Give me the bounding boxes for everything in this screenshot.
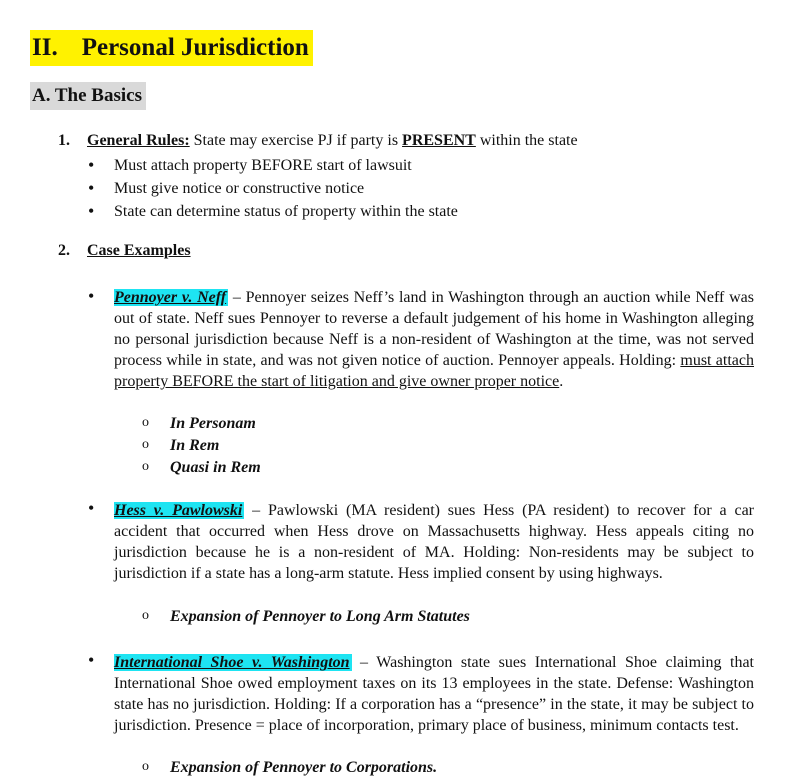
case-international-shoe: [114, 652, 754, 736]
list-item: • State can determine status of property within the state: [88, 200, 458, 223]
section1-number: 1.: [58, 132, 70, 149]
case-text: – Washington state sues International Shoe claiming that International Shoe owed employment taxes on its 13 employees in the state. Defense: Washington state has no jurisdiction. Holding: If a corporation has a “presence” in the state, it may be subject to jurisdiction. Presence = place of incorporation, primary place of business, minimum contacts test.: [114, 654, 755, 734]
heading-personal-jurisdiction: [30, 30, 313, 66]
list-item: o Quasi in Rem: [140, 457, 261, 479]
general-rules-text-b: within the state: [475, 132, 578, 149]
list-item: • Must give notice or constructive notice: [88, 177, 458, 200]
list-item: • Must attach property BEFORE start of lawsuit: [88, 154, 458, 177]
international-shoe-sublist: [140, 757, 437, 779]
case-name: Pennoyer v. Neff: [114, 289, 227, 306]
heading1-number: II.: [32, 34, 58, 61]
general-rules-label: General Rules:: [87, 132, 190, 149]
general-rules-line: [87, 132, 578, 150]
case-name: Hess v. Pawlowski: [114, 502, 243, 519]
case-end: .: [559, 373, 564, 390]
case-holding: must attach property BEFORE the start of litigation and give owner proper notice: [114, 352, 754, 390]
list-item: o Expansion of Pennoyer to Long Arm Statutes: [140, 606, 470, 628]
case-hess-v-pawlowski: [114, 500, 754, 584]
bullet-icon: •: [88, 286, 95, 306]
list-item: o Expansion of Pennoyer to Corporations.: [140, 757, 437, 779]
pennoyer-sublist: [140, 413, 261, 479]
heading-the-basics: A. The Basics: [30, 82, 146, 110]
section2-number: 2.: [58, 242, 70, 259]
case-text: – Pennoyer seizes Neff’s land in Washington through an auction while Neff was out of state. Neff sues Pennoyer to reverse a default judgement of his home in Washington alleging no personal jurisdiction because Neff is a non-resident of Washington at the time, was not served process while in state, and was not given notice of auction. Pennoyer appeals. Holding:: [114, 289, 755, 369]
general-rules-text-a: State may exercise PJ if party is: [189, 132, 403, 149]
case-pennoyer-v-neff: [114, 287, 754, 392]
present-emphasis: PRESENT: [402, 132, 476, 149]
hess-sublist: [140, 606, 470, 628]
bullet-icon: •: [88, 498, 95, 518]
case-examples-heading: Case Examples: [87, 242, 191, 259]
general-rules-bullets: [88, 154, 458, 223]
list-item: o In Rem: [140, 435, 261, 457]
bullet-icon: •: [88, 650, 95, 670]
list-item: o In Personam: [140, 413, 261, 435]
case-name: International Shoe v. Washington: [114, 654, 350, 671]
heading1-title: Personal Jurisdiction: [81, 34, 309, 61]
case-text: – Pawlowski (MA resident) sues Hess (PA resident) to recover for a car accident that occurred when Hess drove on Massachusetts highway. Hess appeals citing no jurisdiction because he is a non-resident of MA. Holding: Non-residents may be subject to jurisdiction if a state has a long-arm statute. Hess implied consent by using highways.: [114, 502, 754, 582]
